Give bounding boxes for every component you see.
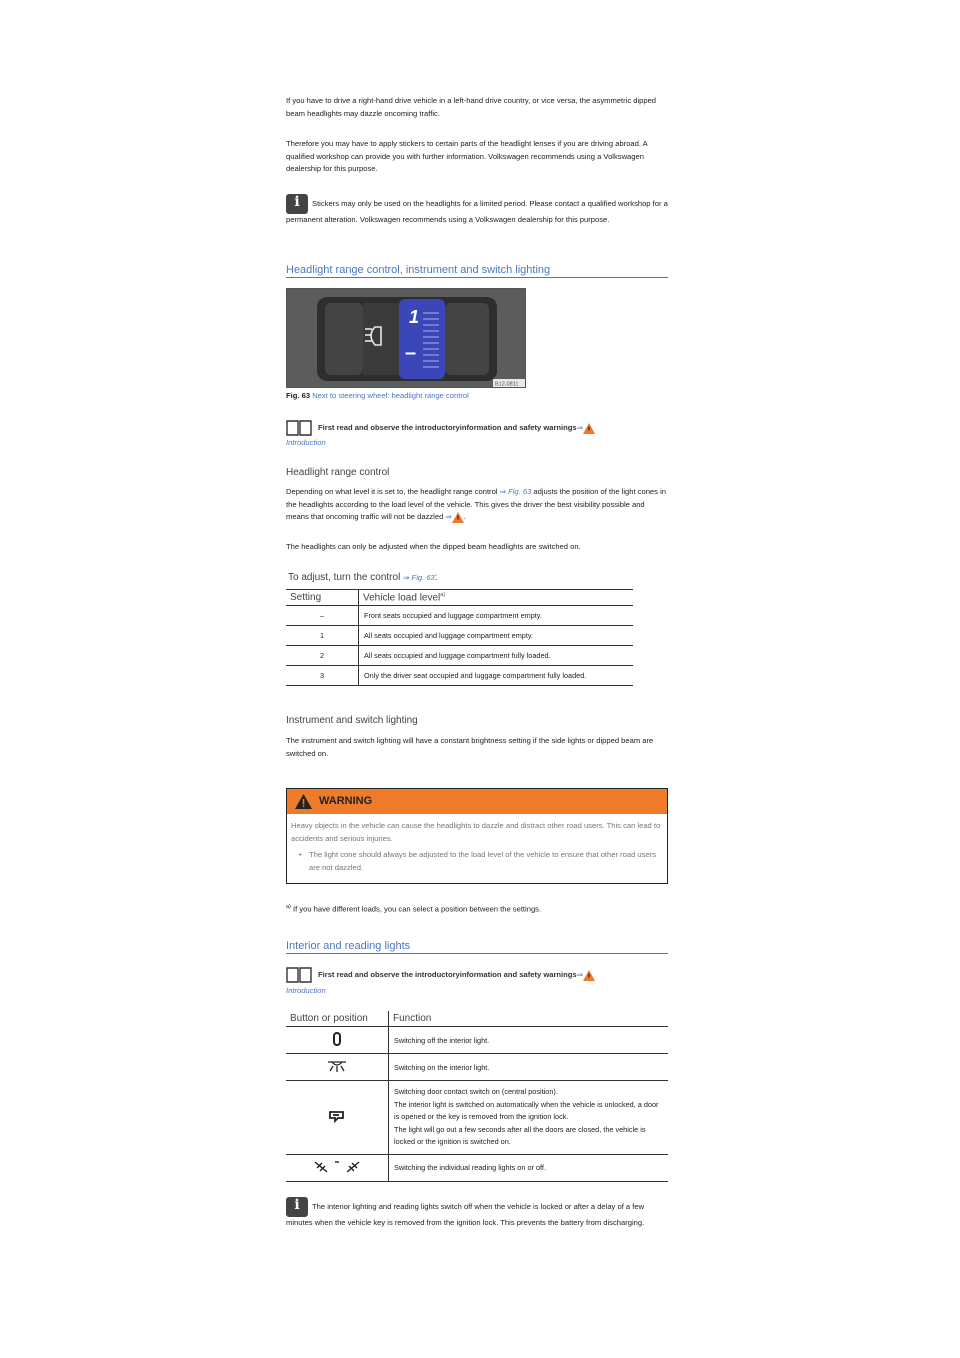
warning-text: Heavy objects in the vehicle can cause the headlights to dazzle and distract other road users. This can lead to accidents and serious injuries. (291, 821, 661, 843)
load-level-table (286, 589, 633, 686)
paragraph-instrument-lighting: The instrument and switch lighting will have a constant brightness setting if the side lights or dipped beam are switched on. (286, 736, 654, 758)
introduction-link-1[interactable]: Introduction (286, 438, 326, 447)
subheading-instrument-lighting: Instrument and switch lighting (286, 715, 418, 726)
info-note-interior: i The interior lighting and reading lights switch off when the vehicle is locked or after a delay of a few minutes when the vehicle key is removed from the ignition lock. This prevents the battery from discharging. (286, 1197, 645, 1227)
warning-header (287, 789, 667, 814)
col-vehicle-load-level: Vehicle load level$^{a)}$ (359, 590, 634, 606)
interior-light-off-icon (332, 1032, 342, 1046)
table-row: Switching off the interior light. (286, 1027, 668, 1054)
warning-body (287, 814, 667, 880)
book-icon (286, 420, 312, 436)
section-title-interior-lights: Interior and reading lights (286, 940, 668, 954)
read-first-notice-2: First read and observe the introductoryinformation and safety warnings⇒ (286, 967, 668, 983)
paragraph-dipped-beam: The headlights can only be adjusted when the dipped beam headlights are switched on. (286, 542, 581, 551)
read-first-notice-1: First read and observe the introductoryinformation and safety warnings⇒ (286, 420, 668, 436)
info-icon: i (286, 1197, 308, 1217)
headlight-range-dial-illustration (287, 289, 525, 387)
figure-headlight-range-control (286, 288, 526, 388)
warning-triangle-icon (583, 423, 595, 434)
table-row: 3 Only the driver seat occupied and luggage compartment fully loaded. (286, 666, 633, 686)
interior-lights-table (286, 1011, 668, 1182)
warning-box (286, 788, 668, 884)
fig-63-reference[interactable]: ⇒ Fig. 63 (499, 487, 532, 496)
figure-code: B12-0811 (495, 381, 519, 387)
reading-lights-icon (313, 1160, 361, 1174)
intro-paragraph-2: Therefore you may have to apply stickers to certain parts of the headlight lenses if you are driving abroad. A qualified workshop can provide you with further information. Volkswagen recommends using a Volkswagen dealership for this purpose. (286, 139, 648, 173)
dial-number-1: 1 (409, 307, 420, 327)
table-row: – Front seats occupied and luggage compartment empty. (286, 606, 633, 626)
subheading-headlight-range-control: Headlight range control (286, 467, 390, 478)
warning-bullet: • The light cone should always be adjusted to the load level of the vehicle to ensure that other road users are not dazzled. (299, 850, 656, 872)
table-row: Switching on the interior light. (286, 1054, 668, 1081)
figure-caption: Fig. 63 Next to steering wheel: headlight range control (286, 391, 469, 400)
table-row: Switching door contact switch on (central position). The interior light is switched on automatically when the vehicle is unlocked, a door is opened or the key is removed from the ignition lock. The light will go out a few seconds after all the doors are closed, the vehicle is locked or the ignition is switched on. (286, 1081, 668, 1155)
dial-minus: – (405, 342, 417, 364)
warning-triangle-icon (452, 512, 464, 523)
footnote: $^{a)}$ If you have different loads, you can select a position between the settings. (286, 904, 542, 914)
introduction-link-2[interactable]: Introduction (286, 986, 326, 995)
warning-triangle-icon (295, 794, 312, 809)
section-title-headlight-range: Headlight range control, instrument and switch lighting (286, 264, 668, 278)
interior-light-on-icon (326, 1059, 348, 1073)
col-setting: Setting (286, 590, 359, 606)
door-contact-icon (328, 1109, 346, 1123)
warning-label: WARNING (319, 795, 373, 807)
table-row: Switching the individual reading lights on or off. (286, 1154, 668, 1181)
col-button-or-position: Button or position (286, 1011, 389, 1027)
book-icon (286, 967, 312, 983)
fig-63-reference[interactable]: ⇒ Fig. 63 (403, 573, 435, 582)
adjust-instruction: To adjust, turn the control ⇒ Fig. 63: (288, 572, 438, 583)
table-row: 2 All seats occupied and luggage compartment fully loaded. (286, 646, 633, 666)
paragraph-headlight-range: Depending on what level it is set to, the headlight range control ⇒ Fig. 63 adjusts the position of the light cones in the headlights according to the load level of the vehicle. This gives the driver the best visibility possible and means that oncoming traffic will not be dazzled ⇒ . (286, 487, 666, 521)
table-row: 1 All seats occupied and luggage compartment empty. (286, 626, 633, 646)
info-note-stickers: i Stickers may only be used on the headlights for a limited period. Please contact a qualified workshop for a permanent alteration. Volkswagen recommends using a Volkswagen dealership for this purpose. (286, 194, 668, 224)
intro-paragraph-1: If you have to drive a right-hand drive vehicle in a left-hand drive country, or vice versa, the asymmetric dipped beam headlights may dazzle oncoming traffic. (286, 96, 657, 118)
warning-triangle-icon (583, 970, 595, 981)
col-function: Function (389, 1011, 669, 1027)
info-icon: i (286, 194, 308, 214)
